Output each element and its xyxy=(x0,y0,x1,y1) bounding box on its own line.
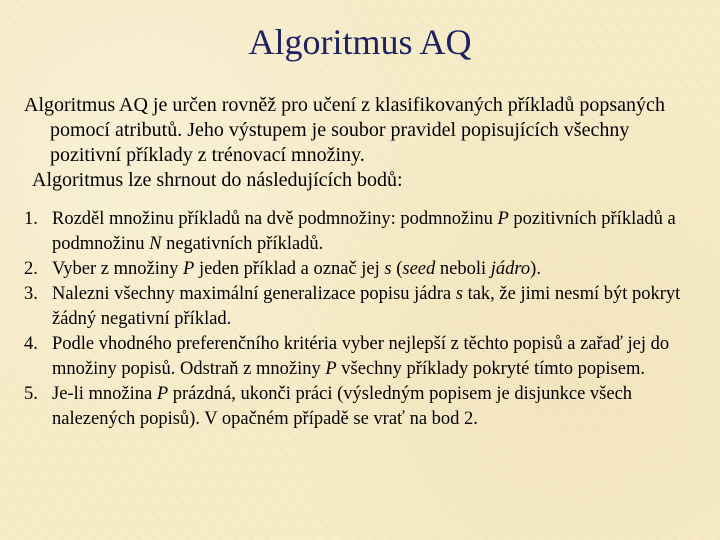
math-variable: s xyxy=(455,284,463,304)
step-text xyxy=(52,209,676,254)
term-seed: seed xyxy=(402,259,436,279)
step-text xyxy=(52,384,632,429)
step-item-5 xyxy=(24,382,694,432)
step-text-part: ( xyxy=(391,259,403,279)
step-text-part: pozitivních příkladů a podmnožinu xyxy=(52,209,676,254)
step-text-part: Podle vhodného preferenčního kritéria vyber nejlepší z těchto popisů a zařaď jej do množiny popisů. Odstraň z množiny xyxy=(52,334,670,379)
step-text-part: prázdná, ukonči práci (výsledným popisem je disjunkce všech nalezených popisů). V opačném případě se vrať na bod 2. xyxy=(52,384,633,429)
step-number: 1. xyxy=(24,209,38,229)
step-item-4 xyxy=(24,332,694,382)
step-item-2 xyxy=(24,257,694,282)
math-variable: P xyxy=(497,209,509,229)
step-text xyxy=(52,259,541,279)
step-text xyxy=(52,334,669,379)
summary-line: Algoritmus lze shrnout do následujících bodů: xyxy=(32,169,403,191)
steps-list xyxy=(24,207,694,432)
step-text-part: Rozděl množinu příkladů na dvě podmnožiny: podmnožinu xyxy=(52,209,498,229)
math-variable: P xyxy=(183,259,195,279)
math-variable: s xyxy=(384,259,392,279)
step-text-part: Nalezni všechny maximální generalizace popisu jádra xyxy=(52,284,456,304)
step-item-1 xyxy=(24,207,694,257)
step-number: 5. xyxy=(24,384,38,404)
step-item-3 xyxy=(24,282,694,332)
step-text-part: všechny příklady pokryté tímto popisem. xyxy=(336,359,645,379)
intro-paragraph: Algoritmus AQ je určen rovněž pro učení z klasifikovaných příkladů popsaných pomocí atributů. Jeho výstupem je soubor pravidel popisujících všechny pozitivní příklady z trénovací množiny. xyxy=(24,94,665,166)
step-number: 2. xyxy=(24,259,38,279)
step-text-part: Vyber z množiny xyxy=(52,259,184,279)
step-text-part: ). xyxy=(530,259,541,279)
math-variable: N xyxy=(149,234,162,254)
step-text-part: neboli xyxy=(435,259,491,279)
step-text xyxy=(52,284,680,329)
step-text-part: Je-li množina xyxy=(52,384,157,404)
step-number: 4. xyxy=(24,334,38,354)
step-text-part: jeden příklad a označ jej xyxy=(194,259,385,279)
intro-block xyxy=(24,93,704,193)
step-text-part: negativních příkladů. xyxy=(161,234,324,254)
term-jadro: jádro xyxy=(490,259,531,279)
math-variable: P xyxy=(325,359,337,379)
step-text-part: tak, že jimi nesmí být pokryt žádný negativní příklad. xyxy=(52,284,681,329)
slide-title: Algoritmus AQ xyxy=(248,22,472,62)
math-variable: P xyxy=(156,384,169,404)
step-number: 3. xyxy=(24,284,38,304)
